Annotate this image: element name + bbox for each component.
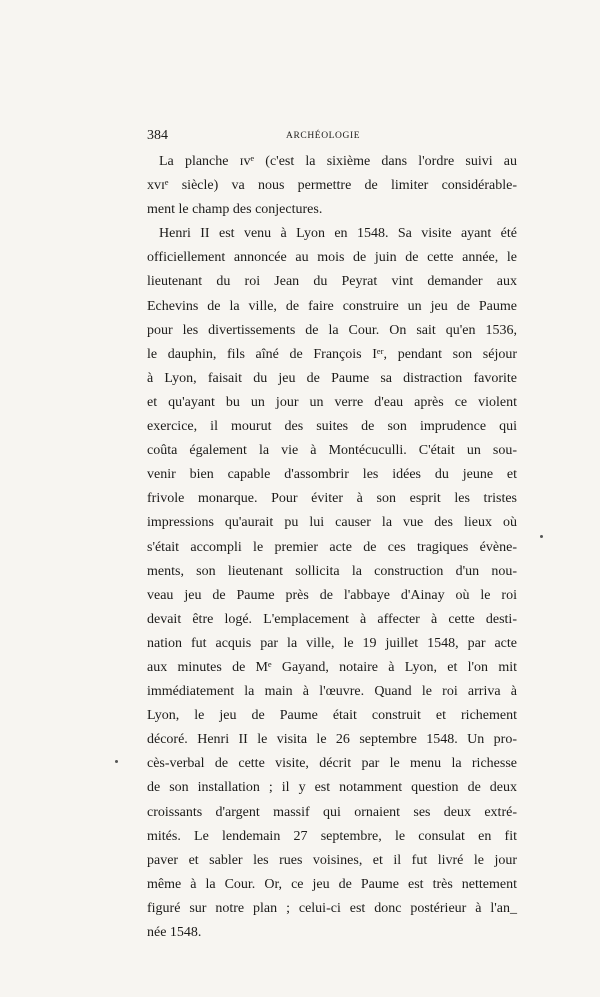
text-line: Lyon, le jeu de Paume était construit et richement	[147, 708, 517, 724]
text-line: xᴠɪᵉ siècle) va nous permettre de limiter considérable-	[147, 178, 517, 194]
text-line: veau jeu de Paume près de l'abbaye d'Ainay où le roi	[147, 587, 517, 603]
text-line: devait être logé. L'emplacement à affecter à cette desti-	[147, 611, 517, 627]
text-line: immédiatement la main à l'œuvre. Quand le roi arriva à	[147, 684, 517, 700]
text-line: exercice, il mourut des suites de son imprudence qui	[147, 419, 517, 435]
text-line: figuré sur notre plan ; celui-ci est donc postérieur à l'an_	[147, 900, 517, 916]
text-line: ments, son lieutenant sollicita la construction d'un nou-	[147, 563, 517, 579]
text-line: et qu'ayant bu un jour un verre d'eau après ce violent	[147, 394, 517, 410]
paragraph	[147, 222, 517, 945]
text-line: pour les divertissements de la Cour. On sait qu'en 1536,	[147, 322, 517, 338]
text-line: impressions qu'aurait pu lui causer la vue des lieux où	[147, 515, 517, 531]
text-line: paver et sabler les rues voisines, et il fut livré le jour	[147, 852, 517, 868]
text-line: ment le champ des conjectures.	[147, 202, 323, 218]
text-line: cès-verbal de cette visite, décrit par le menu la richesse	[147, 756, 517, 772]
text-line: née 1548.	[147, 925, 202, 940]
text-line: lieutenant du roi Jean du Peyrat vint demander aux	[147, 274, 517, 290]
text-line: frivole monarque. Pour éviter à son esprit les tristes	[147, 491, 517, 507]
text-line: de son installation ; il y est notamment question de deux	[147, 780, 517, 796]
text-line: Echevins de la ville, de faire construire un jeu de Paume	[147, 298, 517, 314]
ink-speck	[540, 535, 543, 538]
text-line: croissants d'argent massif qui ornaient ses deux extré-	[147, 804, 517, 820]
text-line: La planche ɪᴠᵉ (c'est la sixième dans l'ordre suivi au	[159, 154, 517, 169]
body-text	[147, 150, 517, 945]
running-title: ARCHÉOLOGIE	[286, 131, 361, 141]
ink-speck	[115, 760, 118, 763]
text-line: venir bien capable d'assombrir les idées du jeune et	[147, 467, 517, 483]
page-header	[147, 128, 447, 148]
text-line: à Lyon, faisait du jeu de Paume sa distraction favorite	[147, 370, 517, 386]
text-line: coûta également la vie à Montécuculli. C'était un sou-	[147, 443, 517, 459]
page-number: 384	[147, 128, 168, 143]
text-line: même à la Cour. Or, ce jeu de Paume est très nettement	[147, 876, 517, 892]
text-line: le dauphin, fils aîné de François Iᵉʳ, pendant son séjour	[147, 346, 517, 362]
text-line: décoré. Henri II le visita le 26 septembre 1548. Un pro-	[147, 732, 517, 748]
text-line: nation fut acquis par la ville, le 19 juillet 1548, par acte	[147, 635, 517, 651]
text-line: Henri II est venu à Lyon en 1548. Sa visite ayant été	[159, 226, 517, 242]
text-line: officiellement annoncée au mois de juin de cette année, le	[147, 250, 517, 266]
text-line: aux minutes de Mᵉ Gayand, notaire à Lyon, et l'on mit	[147, 659, 517, 675]
text-line: mités. Le lendemain 27 septembre, le consulat en fit	[147, 828, 517, 844]
text-line: s'était accompli le premier acte de ces tragiques évène-	[147, 539, 517, 555]
paragraph	[147, 150, 517, 222]
